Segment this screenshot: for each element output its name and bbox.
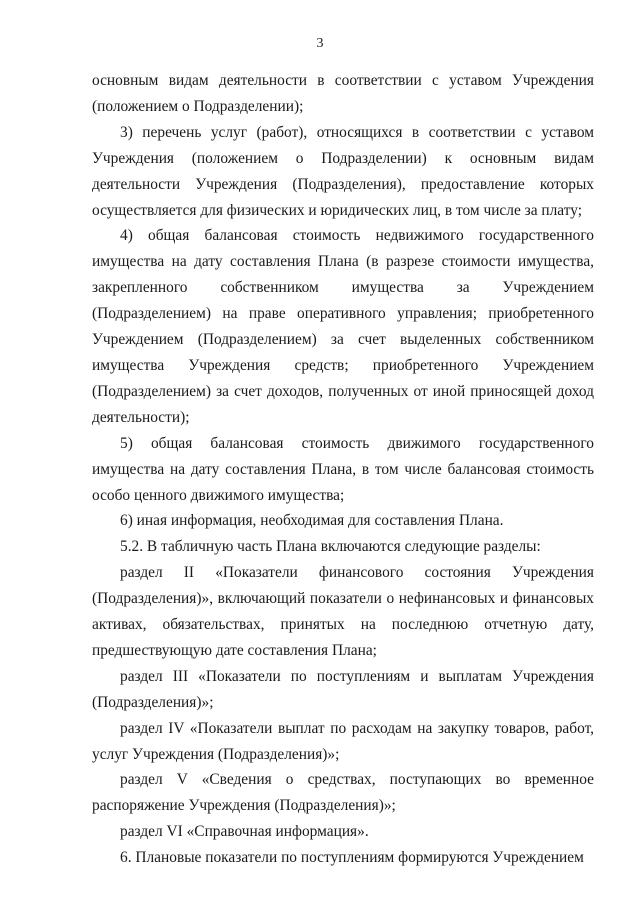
- paragraph-item-6: 6) иная информация, необходимая для составления Плана.: [120, 512, 504, 530]
- paragraph-section-iv: раздел IV «Показатели выплат по расходам на закупку товаров, работ, услуг Учреждения (Подразделения)»;: [92, 719, 594, 763]
- page-number: 3: [316, 36, 324, 51]
- paragraph-item-5: 5) общая балансовая стоимость движимого государственного имущества на дату составления Плана, в том числе балансовая стоимость особо ценного движимого имущества;: [92, 434, 594, 504]
- paragraph-item-3: 3) перечень услуг (работ), относящихся в соответствии с уставом Учреждения (положением о Подразделении) к основным видам деятельности Учреждения (Подразделения), предоставление которых осуществляется для физических и юридических лиц, в том числе за плату;: [92, 123, 594, 219]
- paragraph-section-ii: раздел II «Показатели финансового состояния Учреждения (Подразделения)», включающий показатели о нефинансовых и финансовых активах, обязательствах, принятых на последнюю отчетную дату, предшествующую дате составления Плана;: [92, 564, 594, 659]
- document-body: [92, 68, 594, 871]
- paragraph-section-v: раздел V «Сведения о средствах, поступающих во временное распоряжение Учреждения (Подразделения)»;: [92, 771, 594, 815]
- paragraph-item-4: 4) общая балансовая стоимость недвижимого государственного имущества на дату составления Плана (в разрезе стоимости имущества, закрепленного собственником имущества за Учреждением (Подразделением) на праве оперативного управления; приобретенного Учреждением (Подразделением) за счет выделенных собственником имущества Учреждения средств; приобретенного Учреждением (Подразделением) за счет доходов, полученных от иной приносящей доход деятельности);: [92, 227, 594, 426]
- paragraph-section-iii: раздел III «Показатели по поступлениям и выплатам Учреждения (Подразделения)»;: [92, 667, 594, 711]
- paragraph-section-vi: раздел VI «Справочная информация».: [120, 823, 369, 841]
- paragraph-continuation: основным видам деятельности в соответствии с уставом Учреждения (положением о Подразделении);: [92, 72, 594, 115]
- paragraph-section-5-2: 5.2. В табличную часть Плана включаются следующие разделы:: [120, 538, 541, 556]
- paragraph-item-6-planned: 6. Плановые показатели по поступлениям формируются Учреждением: [120, 849, 584, 867]
